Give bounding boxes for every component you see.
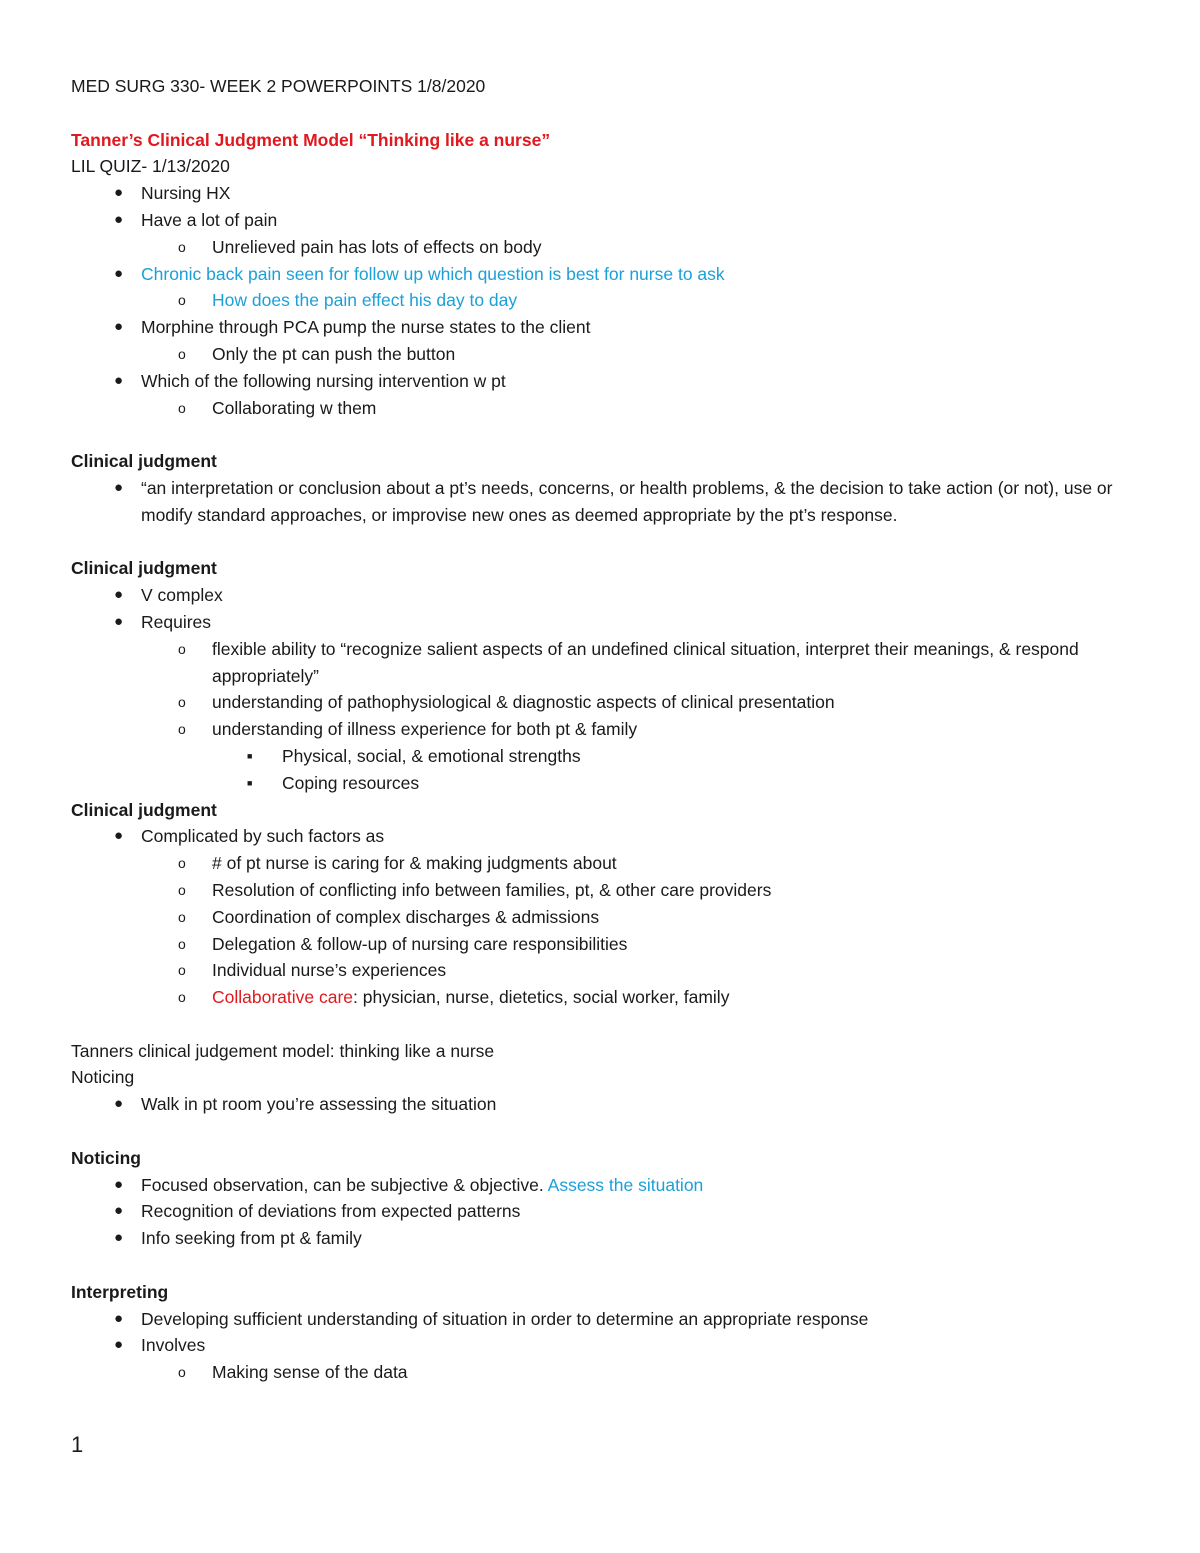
bullet-disc-icon: ● [114, 371, 124, 389]
bullet-disc-icon: ● [114, 1202, 124, 1220]
section-heading: Noticing [71, 1147, 141, 1168]
list-item: ● Recognition of deviations from expected patterns [71, 1198, 1136, 1225]
list-item: o flexible ability to “recognize salient aspects of an undefined clinical situation, interpret their meanings, & respond appropriately” [71, 636, 1136, 690]
bullet-disc-icon: ● [114, 478, 124, 496]
bullet-circle-icon: o [178, 238, 186, 255]
bullet-circle-icon: o [178, 881, 186, 898]
list-item: ● Morphine through PCA pump the nurse states to the client [71, 314, 1136, 341]
list-item: o Unrelieved pain has lots of effects on body [71, 234, 1136, 261]
collaborative-care-label: Collaborative care [212, 987, 354, 1008]
bullet-disc-icon: ● [114, 318, 124, 336]
bullet-circle-icon: o [178, 345, 186, 362]
list-item: ● “an interpretation or conclusion about a pt’s needs, concerns, or health problems, & the decision to take action (or not), use or modify standard approaches, or improvise new ones as deemed appropriate by the pt’s response. [71, 475, 1136, 529]
list-item: o Only the pt can push the button [71, 341, 1136, 368]
bullet-circle-icon: o [178, 1364, 186, 1381]
list-item: ● Have a lot of pain [71, 207, 1136, 234]
bullet-circle-icon: o [178, 989, 186, 1006]
list-item: o Coordination of complex discharges & admissions [71, 904, 1136, 931]
list-item: ● Nursing HX [71, 180, 1136, 207]
bullet-circle-icon: o [178, 935, 186, 952]
list-item: o Individual nurse’s experiences [71, 957, 1136, 984]
list-item: o understanding of pathophysiological & diagnostic aspects of clinical presentation [71, 689, 1136, 716]
bullet-square-icon: ■ [247, 777, 253, 788]
list-item: o Delegation & follow-up of nursing care responsibilities [71, 931, 1136, 958]
list-item: ● Which of the following nursing intervention w pt [71, 368, 1136, 395]
bullet-square-icon: ■ [247, 750, 253, 761]
section-heading: Interpreting [71, 1281, 169, 1302]
list-item: o Resolution of conflicting info between families, pt, & other care providers [71, 877, 1136, 904]
list-item: ● Chronic back pain seen for follow up which question is best for nurse to ask [71, 261, 1136, 288]
noticing-label: Noticing [71, 1067, 135, 1088]
bullet-circle-icon: o [178, 640, 186, 657]
bullet-disc-icon: ● [114, 1309, 124, 1327]
list-item: ● Developing sufficient understanding of situation in order to determine an appropriate response [71, 1306, 1136, 1333]
list-item: ■ Physical, social, & emotional strengths [71, 743, 1136, 770]
bullet-disc-icon: ● [114, 1095, 124, 1113]
bullet-circle-icon: o [178, 694, 186, 711]
list-item: ● Requires [71, 609, 1136, 636]
list-item: o How does the pain effect his day to day [71, 287, 1136, 314]
list-item: ● Involves [71, 1332, 1136, 1359]
bullet-circle-icon: o [178, 855, 186, 872]
list-item: ● Focused observation, can be subjective & objective. Assess the situation [71, 1172, 1136, 1199]
bullet-circle-icon: o [178, 721, 186, 738]
list-item: o Collaborating w them [71, 395, 1136, 422]
section-title: Tanner’s Clinical Judgment Model “Thinking like a nurse” [71, 129, 551, 150]
document-body [71, 73, 1136, 1386]
bullet-circle-icon: o [178, 908, 186, 925]
section-heading: Clinical judgment [71, 451, 217, 472]
bullet-circle-icon: o [178, 292, 186, 309]
bullet-disc-icon: ● [114, 264, 124, 282]
list-item: o Making sense of the data [71, 1359, 1136, 1386]
list-item: o # of pt nurse is caring for & making judgments about [71, 850, 1136, 877]
bullet-disc-icon: ● [114, 1229, 124, 1247]
list-item: ● Walk in pt room you’re assessing the situation [71, 1091, 1136, 1118]
bullet-circle-icon: o [178, 399, 186, 416]
bullet-circle-icon: o [178, 962, 186, 979]
list-item: ● Complicated by such factors as [71, 823, 1136, 850]
quiz-label: LIL QUIZ- 1/13/2020 [71, 156, 230, 177]
bullet-disc-icon: ● [114, 827, 124, 845]
list-item: o understanding of illness experience for both pt & family [71, 716, 1136, 743]
page-number: 1 [71, 1432, 84, 1457]
model-line: Tanners clinical judgement model: thinking like a nurse [71, 1040, 495, 1061]
section-heading: Clinical judgment [71, 799, 217, 820]
bullet-disc-icon: ● [114, 184, 124, 202]
bullet-disc-icon: ● [114, 210, 124, 228]
bullet-disc-icon: ● [114, 612, 124, 630]
list-item: ■ Coping resources [71, 770, 1136, 797]
bullet-disc-icon: ● [114, 586, 124, 604]
document-header: MED SURG 330- WEEK 2 POWERPOINTS 1/8/2020 [71, 76, 486, 96]
list-item: ● V complex [71, 582, 1136, 609]
bullet-disc-icon: ● [114, 1175, 124, 1193]
list-item: ● Info seeking from pt & family [71, 1225, 1136, 1252]
bullet-disc-icon: ● [114, 1336, 124, 1354]
list-item: o Collaborative care: physician, nurse, dietetics, social worker, family [71, 984, 1136, 1011]
section-heading: Clinical judgment [71, 558, 217, 579]
assess-highlight: Assess the situation [547, 1174, 704, 1195]
